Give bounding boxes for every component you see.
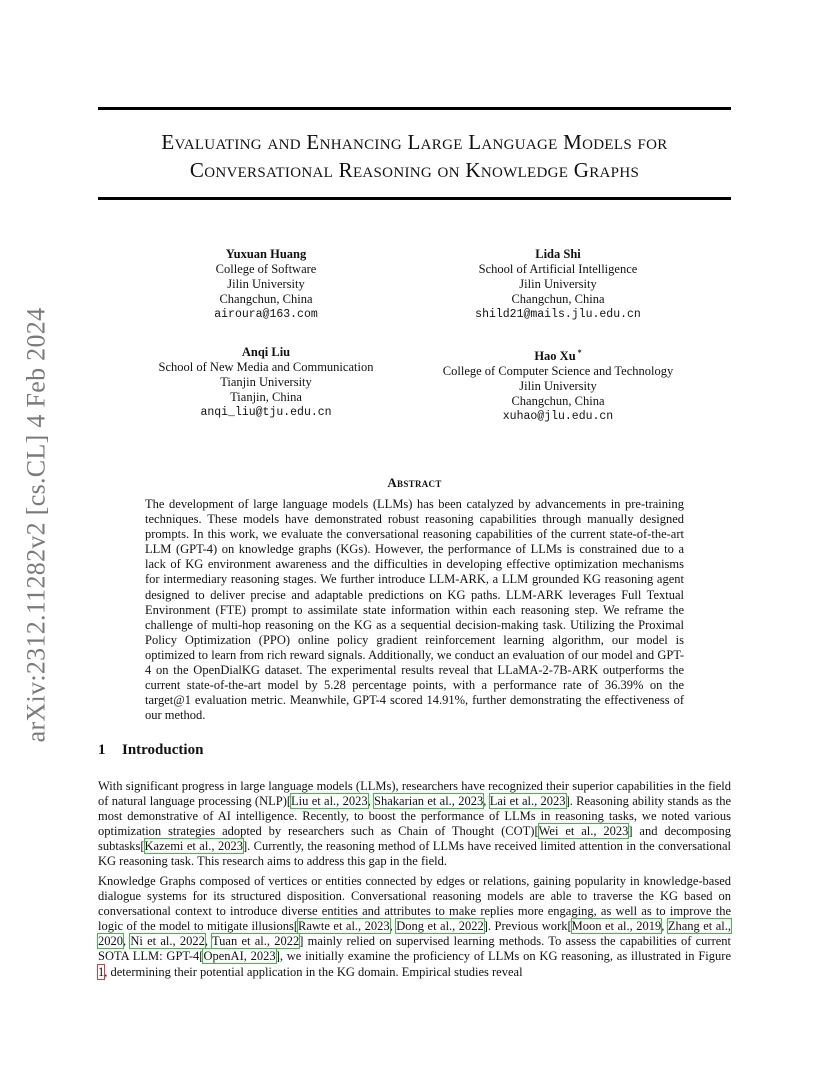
paragraph-text: ], we initially examine the proficiency of LLMs on KG reasoning, as illustrated in Figure (275, 949, 731, 964)
author-affiliation: School of Artificial Intelligence (478, 262, 638, 276)
author-name: Lida Shi (535, 247, 581, 261)
citation-link[interactable]: Rawte et al., 2023 (298, 919, 390, 934)
author-location: Changchun, China (511, 394, 605, 409)
author-name: Anqi Liu (241, 345, 291, 359)
author-email[interactable]: xuhao@jlu.edu.cn (502, 410, 614, 424)
title-top-rule (98, 107, 731, 110)
citation-link[interactable]: OpenAI, 2023 (203, 949, 276, 964)
arxiv-identifier (20, 295, 52, 755)
citation-link[interactable]: Moon et al., 2019 (571, 919, 662, 934)
author-affiliation: School of New Media and Communication (158, 360, 374, 374)
author-university: Jilin University (519, 379, 597, 394)
paper-title (98, 128, 731, 184)
intro-paragraph-1 (98, 779, 731, 870)
paragraph-text: , (367, 794, 375, 809)
author-university: Jilin University (519, 277, 597, 291)
author-email[interactable]: anqi_liu@tju.edu.cn (200, 406, 332, 419)
author-card (136, 345, 396, 420)
author-name: Yuxuan Huang (225, 247, 307, 261)
title-bottom-rule (98, 197, 731, 200)
title-line-2: Conversational Reasoning on Knowledge Graphs (189, 158, 640, 182)
title-line-1: Evaluating and Enhancing Large Language Models for (161, 130, 668, 154)
citation-link[interactable]: Tuan et al., 2022 (211, 934, 300, 949)
author-email[interactable]: airoura@163.com (214, 308, 318, 321)
paragraph-text: With significant progress in large language models (LLMs), researchers have recognized their superior capabilities in the field of natural language processing (NLP)[ (98, 779, 731, 809)
author-name: Hao Xu (534, 349, 576, 364)
paragraph-text: ] and decomposing subtasks[ (98, 824, 731, 854)
paragraph-text: , (123, 934, 131, 949)
citation-link[interactable]: Zhang et al., 2020 (98, 919, 731, 949)
citation-link[interactable]: Wei et al., 2023 (538, 824, 629, 839)
author-name-line (428, 345, 688, 364)
paragraph-text: ]. Previous work[ (483, 919, 572, 934)
author-location: Tianjin, China (230, 390, 302, 404)
paragraph-text: ]. Reasoning ability stands as the most demonstrative of AI intelligence. Recently, to boost the performance of LLMs in reasoning tasks, we noted various optimization strategies adopted by researchers such as Chain of Thought (COT)[ (98, 794, 732, 839)
figure-reference-link[interactable]: 1 (98, 964, 105, 979)
paragraph-text: , (389, 919, 397, 934)
paragraph-text: ]. Currently, the reasoning method of LLMs have received limited attention in the conversational KG reasoning task. This research aims to address this gap in the field. (98, 839, 731, 869)
author-affiliation: College of Computer Science and Technology (442, 364, 674, 379)
author-card (136, 247, 396, 322)
abstract-heading: Abstract (387, 475, 442, 490)
paragraph-text: , (483, 794, 490, 809)
arxiv-identifier-text: arXiv:2312.11282v2 [cs.CL] 4 Feb 2024 (21, 307, 51, 743)
author-location: Changchun, China (511, 292, 605, 306)
paragraph-text: , (661, 919, 668, 934)
author-email[interactable]: shild21@mails.jlu.edu.cn (475, 308, 641, 321)
author-university: Tianjin University (220, 375, 312, 389)
author-card (428, 247, 688, 322)
citation-link[interactable]: Shakarian et al., 2023 (374, 794, 484, 809)
author-location: Changchun, China (219, 292, 313, 306)
citation-link[interactable]: Kazemi et al., 2023 (144, 839, 243, 854)
citation-link[interactable]: Liu et al., 2023 (291, 794, 368, 809)
corresponding-author-mark[interactable]: * (577, 348, 582, 357)
citation-link[interactable]: Dong et al., 2022 (396, 919, 484, 934)
paragraph-text: ] mainly relied on supervised learning methods. To assess the capabilities of current SOTA LLM: GPT-4[ (98, 934, 732, 964)
citation-link[interactable]: Ni et al., 2022 (130, 934, 205, 949)
section-heading (98, 742, 203, 759)
citation-link[interactable]: Lai et al., 2023 (489, 794, 566, 809)
author-university: Jilin University (227, 277, 305, 291)
author-affiliation: College of Software (215, 262, 317, 276)
paragraph-text: , determining their potential application in the KG domain. Empirical studies reveal (104, 964, 523, 979)
paragraph-text: Knowledge Graphs composed of vertices or entities connected by edges or relations, gaining popularity in knowledge-based dialogue systems for its structured disposition. Conversational reasoning models are able to traverse the KG based on conversational context to introduce diverse entities and attributes to make replies more engaging, as well as to improve the logic of the model to mitigate illusions[ (98, 874, 731, 934)
author-card (428, 345, 688, 424)
abstract-body: The development of large language models (LLMs) has been catalyzed by advancements in pre-training techniques. These models have demonstrated robust reasoning capabilities through manually designed prompts. In this work, we evaluate the conversational reasoning capabilities of the current state-of-the-art LLM (GPT-4) on knowledge graphs (KGs). However, the performance of LLMs is constrained due to a lack of KG environment awareness and the difficulties in developing effective optimization mechanisms for intermediary reasoning stages. We further introduce LLM-ARK, a LLM grounded KG reasoning agent designed to deliver precise and adaptable predictions on KG paths. LLM-ARK leverages Full Textual Environment (FTE) prompt to assimilate state information within each reasoning step. We reframe the challenge of multi-hop reasoning on the KG as a sequential decision-making task. Utilizing the Proximal Policy Optimization (PPO) online policy gradient reinforcement learning algorithm, our model is optimized to learn from rich reward signals. Additionally, we conduct an evaluation of our model and GPT-4 on the OpenDialKG dataset. The experimental results reveal that LLaMA-2-7B-ARK outperforms the current state-of-the-art model by 5.28 percentage points, with a performance rate of 36.39% on the target@1 evaluation metric. Meanwhile, GPT-4 scored 14.91%, further demonstrating the effectiveness of our method. (145, 497, 684, 723)
paragraph-text: , (204, 934, 212, 949)
section-number: 1 (98, 742, 106, 758)
section-title: Introduction (122, 742, 204, 758)
intro-paragraph-2 (98, 874, 731, 980)
